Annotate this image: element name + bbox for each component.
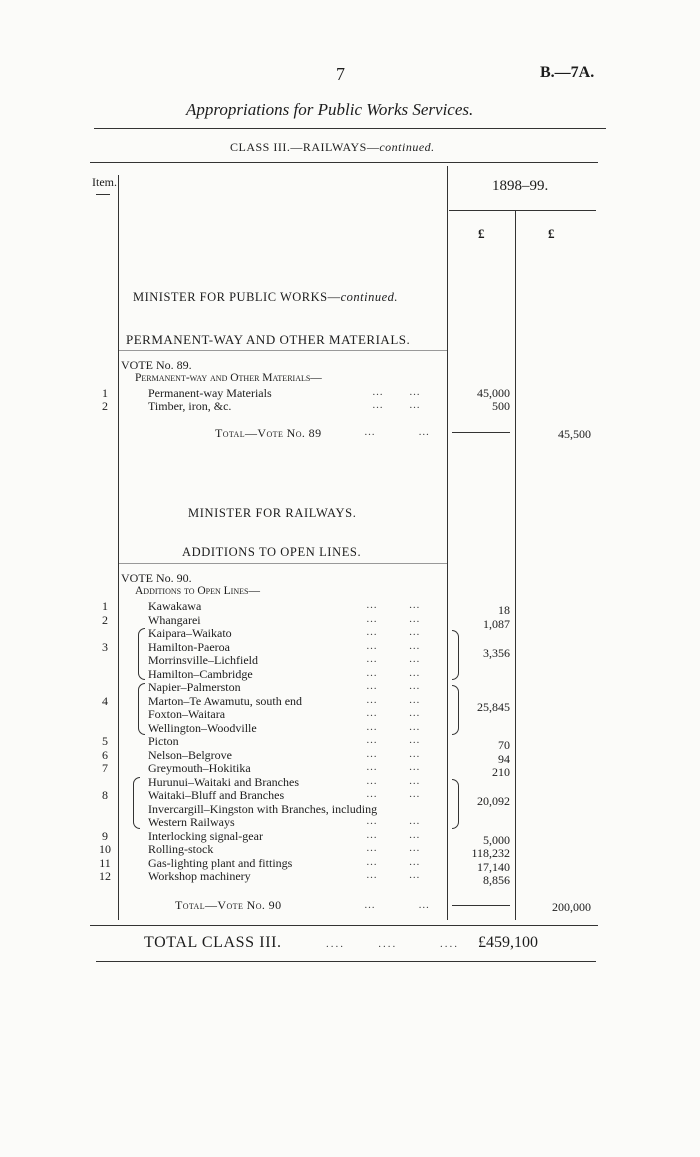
leader-dots: … … [366, 707, 423, 719]
section1-item-number: 1 [102, 386, 108, 400]
item-column-divider [118, 175, 119, 920]
section1-subheading: Permanent-way and Other Materials— [135, 372, 322, 384]
section1-item-number: 2 [102, 399, 108, 413]
leader-dots: … … [366, 612, 423, 625]
section2-row-item-number: 4 [102, 693, 108, 708]
section2-heading-rule [119, 563, 447, 564]
class-heading-continued: continued. [379, 140, 435, 154]
section2-row-item-number: 6 [102, 747, 108, 762]
leader-dots: … … [366, 855, 423, 868]
section2-row-label: Whangarei [148, 612, 201, 627]
section1-heading-rule [119, 350, 447, 351]
section2-row-amount: 25,845 [477, 699, 510, 714]
amount-subcolumn-divider [515, 210, 516, 920]
section2-row-item-number: 1 [102, 599, 108, 613]
year-header-rule [449, 210, 596, 211]
section2-row-label: Foxton–Waitara [148, 707, 226, 721]
group3-left-brace [138, 628, 145, 680]
section2-row-label: Wellington–Woodville [148, 720, 257, 735]
leader-dots: … … [366, 653, 423, 665]
section1-item-label: Permanent-way Materials [148, 386, 272, 400]
column1-currency: £ [478, 226, 485, 241]
item-column-header: Item. [92, 175, 117, 189]
leader-dots: … … [366, 734, 423, 746]
leader-dots: … … [366, 747, 423, 760]
section1-vote: VOTE No. 89. [121, 358, 192, 372]
page-title: Appropriations for Public Works Services. [186, 100, 474, 119]
section2-row-label: Gas-lighting plant and fittings [148, 855, 293, 870]
section1-item-label: Timber, iron, &c. [148, 399, 232, 413]
section2-row-label: Napier–Palmerston [148, 680, 241, 694]
section2-row-label: Hamilton–Cambridge [148, 666, 253, 681]
section2-total-amount: 200,000 [552, 900, 591, 914]
document-reference: B.—7A. [540, 64, 595, 81]
section2-row-item-number: 11 [99, 855, 111, 870]
year-header: 1898–99. [492, 178, 549, 194]
section2-row-amount: 1,087 [483, 616, 510, 631]
leader-dots: … … [366, 599, 423, 611]
section2-row-item-number: 7 [102, 761, 108, 775]
leader-dots: … … [366, 680, 423, 692]
section2-row-item-number: 3 [102, 639, 108, 654]
section2-subheading: Additions to Open Lines— [135, 585, 260, 597]
section2-row-label: Hamilton-Paeroa [148, 639, 230, 654]
section2-minister-heading: MINISTER FOR RAILWAYS. [188, 506, 357, 520]
section2-total-label: Total—Vote No. 90 [175, 898, 282, 912]
leader-dots: … … [366, 639, 423, 652]
section1-item-amount: 500 [492, 399, 510, 413]
section1-minister-continued: continued. [340, 290, 399, 304]
class-heading [230, 140, 435, 155]
section2-row-item-number: 12 [99, 869, 111, 883]
section2-row-item-number: 5 [102, 734, 108, 748]
section2-row-label: Kaipara–Waikato [148, 626, 232, 640]
section2-row-label: Western Railways [148, 815, 235, 829]
section2-row-amount: 5,000 [483, 832, 510, 847]
section2-row-amount: 210 [492, 765, 510, 779]
group4-left-brace [138, 683, 145, 735]
grand-total-amount: £459,100 [478, 934, 538, 951]
grand-total-bottom-rule [96, 961, 596, 962]
section2-row-amount: 18 [498, 603, 510, 617]
leader-dots: … … [366, 815, 423, 827]
leader-dots: … … [366, 720, 423, 733]
section1-minister: MINISTER FOR PUBLIC WORKS— [133, 290, 341, 304]
section2-row-label: Morrinsville–Lichfield [148, 653, 258, 667]
section1-minister-heading [133, 290, 398, 305]
section2-row-label: Marton–Te Awamutu, south end [148, 693, 303, 708]
section2-row-label: Kawakawa [148, 599, 202, 613]
section2-row-item-number: 10 [99, 842, 111, 856]
column2-currency: £ [548, 226, 555, 241]
leader-dots: … … [366, 666, 423, 679]
leader-dots: … … [366, 842, 423, 854]
section2-row-amount: 8,856 [483, 873, 510, 887]
section1-item-amount: 45,000 [477, 386, 510, 400]
section2-row-amount: 17,140 [477, 859, 510, 874]
section2-heading: ADDITIONS TO OPEN LINES. [182, 545, 362, 559]
section2-row-label: Rolling-stock [148, 842, 214, 856]
table-top-rule [90, 162, 598, 163]
section2-row-amount: 118,232 [471, 846, 510, 860]
section2-vote: VOTE No. 90. [121, 571, 192, 585]
section2-row-label: Interlocking signal-gear [148, 828, 263, 843]
group4-right-brace [452, 685, 459, 735]
section2-row-item-number: 9 [102, 828, 108, 843]
section2-row-label: Nelson–Belgrove [148, 747, 232, 762]
section2-row-label: Workshop machinery [148, 869, 251, 883]
group3-right-brace [452, 630, 459, 680]
grand-total-label: TOTAL CLASS III. [144, 934, 282, 951]
item-header-underline [96, 194, 110, 195]
section1-subtotal-rule [452, 432, 510, 433]
page-number: 7 [336, 64, 345, 84]
leader-dots: … … [366, 626, 423, 638]
group8-left-brace [133, 777, 140, 829]
leader-dots: … … [366, 828, 423, 841]
leader-dots: … … [366, 869, 423, 881]
section2-row-amount: 94 [498, 751, 510, 766]
grand-total-top-rule [90, 925, 598, 926]
section2-row-label: Invercargill–Kingston with Branches, including [148, 801, 378, 816]
leader-dots: … … [366, 761, 423, 773]
section1-total-amount: 45,500 [558, 427, 591, 441]
section1-heading: PERMANENT-WAY AND OTHER MATERIALS. [126, 332, 411, 347]
group8-right-brace [452, 779, 459, 829]
section2-row-amount: 20,092 [477, 794, 510, 808]
section1-total-label: Total—Vote No. 89 [215, 426, 322, 440]
title-rule [94, 128, 606, 129]
class-heading-main: CLASS III.—RAILWAYS— [230, 140, 380, 154]
section2-row-label: Waitaki–Bluff and Branches [148, 788, 285, 802]
section2-row-amount: 70 [498, 738, 510, 752]
leader-dots: … … [366, 788, 423, 800]
section2-row-label: Greymouth–Hokitika [148, 761, 251, 775]
section2-row-label: Hurunui–Waitaki and Branches [148, 774, 299, 789]
section2-row-amount: 3,356 [483, 645, 510, 660]
section2-row-item-number: 8 [102, 788, 108, 802]
section2-row-label: Picton [148, 734, 179, 748]
leader-dots: … … [366, 693, 423, 706]
section2-row-item-number: 2 [102, 612, 108, 627]
section2-subtotal-rule [452, 905, 510, 906]
leader-dots: … … [366, 774, 423, 787]
